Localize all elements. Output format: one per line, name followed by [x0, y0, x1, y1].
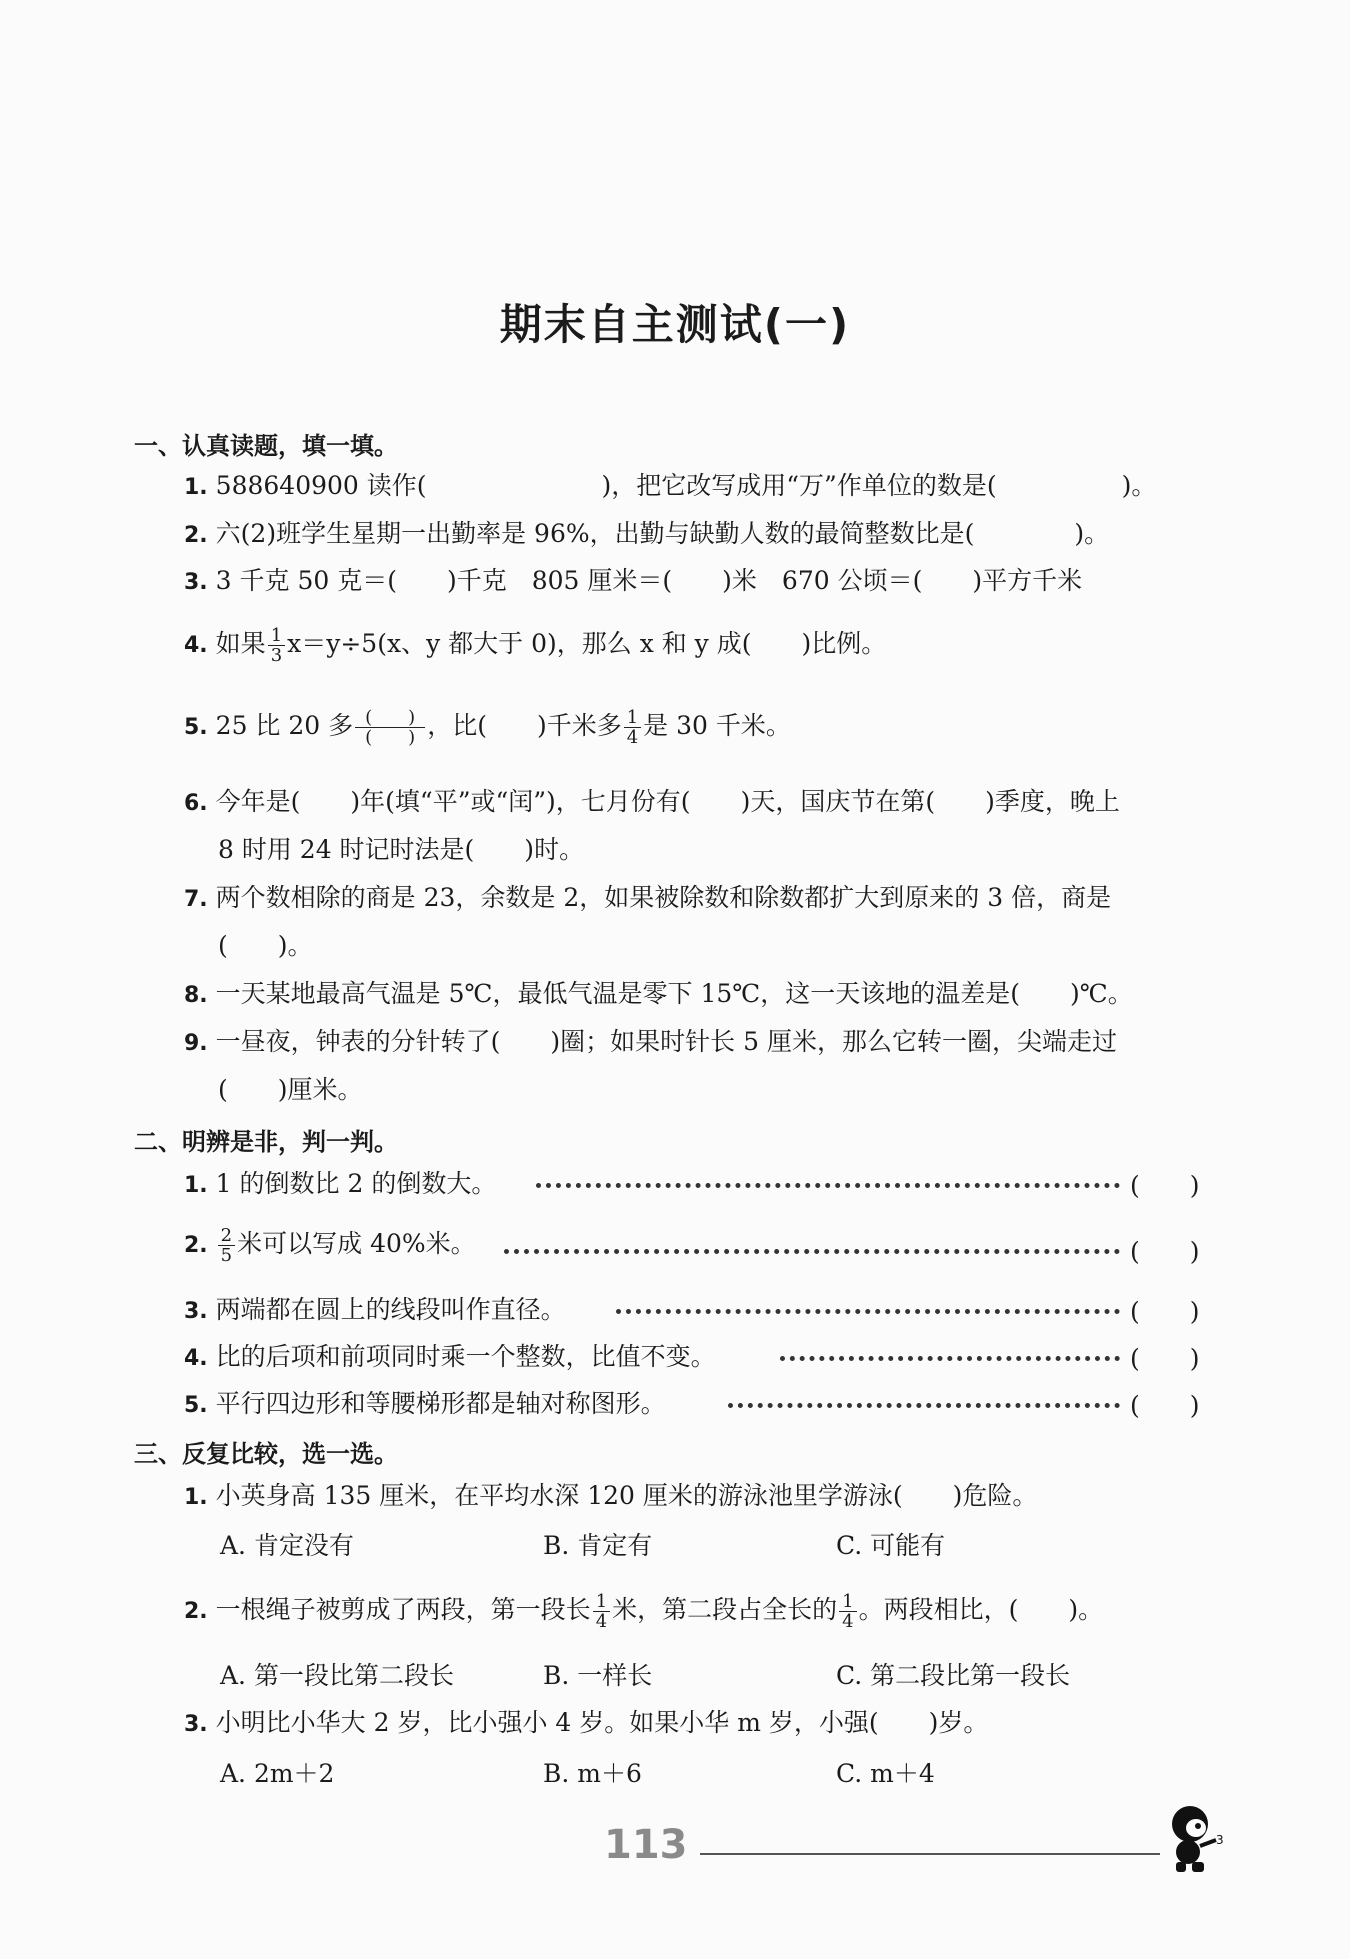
question-number: 2.: [184, 1233, 208, 1258]
answer-parentheses: ( ): [1130, 1344, 1200, 1373]
question-number: 4.: [184, 1346, 208, 1371]
question-text: 一天某地最高气温是 5℃，最低气温是零下 15℃，这一天该地的温差是( )℃。: [215, 979, 1133, 1008]
option-c: C. m＋4: [836, 1759, 935, 1788]
dotted-leader: [728, 1403, 1120, 1408]
s1-question-9-line-2: ( )厘米。: [218, 1075, 363, 1104]
s1-question-1: [184, 468, 1156, 506]
option-a: A. 肯定没有: [220, 1531, 354, 1560]
question-number: 3.: [184, 1299, 208, 1324]
question-number: 7.: [184, 887, 208, 912]
s1-question-6: [184, 784, 1120, 822]
question-text: 六(2)班学生星期一出勤率是 96%，出勤与缺勤人数的最简整数比是( )。: [215, 519, 1110, 548]
blank-fraction: [355, 708, 425, 747]
question-text: 小明比小华大 2 岁，比小强小 4 岁。如果小华 m 岁，小强( )岁。: [215, 1708, 989, 1737]
s1-question-3: [184, 563, 1082, 601]
question-text-line-1: 今年是( )年(填“平”或“闰”)，七月份有( )天，国庆节在第( )季度，晚上: [215, 787, 1120, 816]
answer-parentheses: ( ): [1130, 1391, 1200, 1420]
s1-question-6-line-2: 8 时用 24 时记时法是( )时。: [218, 835, 585, 864]
s3-question-3: [184, 1705, 988, 1743]
question-number: 1.: [184, 475, 208, 500]
question-text: 1 的倒数比 2 的倒数大。: [215, 1169, 497, 1198]
question-number: 1.: [184, 1173, 208, 1198]
fraction-numerator: 1: [624, 708, 641, 728]
option-a: A. 2m＋2: [220, 1759, 335, 1788]
question-text: 米可以写成 40%米。: [237, 1229, 476, 1258]
s1-question-2: [184, 516, 1109, 554]
question-text: 588640900 读作( )，把它改写成用“万”作单位的数是( )。: [215, 471, 1157, 500]
question-number: 9.: [184, 1031, 208, 1056]
question-text-line-1: 一昼夜，钟表的分针转了( )圈；如果时针长 5 厘米，那么它转一圈，尖端走过: [215, 1027, 1117, 1056]
fraction-denominator: 5: [220, 1245, 233, 1266]
s1-question-7-line-2: ( )。: [218, 931, 313, 960]
question-text: 比的后项和前项同时乘一个整数，比值不变。: [215, 1342, 716, 1371]
footer-rule: [700, 1853, 1160, 1855]
fraction-numerator: 2: [218, 1226, 235, 1246]
s2-question-3: [184, 1292, 566, 1330]
fraction: [839, 1592, 856, 1631]
answer-parentheses: ( ): [1130, 1237, 1200, 1266]
dotted-leader: [504, 1249, 1120, 1254]
option-b: B. 一样长: [543, 1661, 653, 1690]
section-2-heading: 二、明辨是非，判一判。: [134, 1128, 398, 1156]
answer-parentheses: ( ): [1130, 1171, 1200, 1200]
question-text-mid: 米，第二段占全长的: [612, 1595, 838, 1624]
cartoon-mascot-icon: [1160, 1800, 1230, 1884]
fraction-numerator: ( ): [355, 708, 425, 728]
question-text-post: x＝y÷5(x、y 都大于 0)，那么 x 和 y 成( )比例。: [287, 629, 887, 658]
question-text-pre: 25 比 20 多: [215, 711, 354, 740]
svg-text:3: 3: [1216, 1833, 1224, 1847]
s3-question-1: [184, 1478, 1037, 1516]
question-text-post: 。两段相比，( )。: [858, 1595, 1104, 1624]
s1-question-5: [184, 708, 791, 747]
dotted-leader: [536, 1183, 1120, 1188]
question-number: 2.: [184, 523, 208, 548]
fraction-numerator: 1: [839, 1592, 856, 1612]
question-number: 5.: [184, 1393, 208, 1418]
fraction-denominator: 3: [270, 645, 283, 666]
s1-question-4: [184, 626, 886, 665]
question-number: 2.: [184, 1599, 208, 1624]
question-text-mid: ，比( )千米多: [427, 711, 622, 740]
fraction-numerator: 1: [268, 626, 285, 646]
fraction-denominator: 4: [595, 1611, 608, 1632]
s2-question-4: [184, 1339, 716, 1377]
page-number: 113: [604, 1822, 688, 1868]
question-text: 3 千克 50 克＝( )千克 805 厘米＝( )米 670 公顷＝( )平方千米: [215, 566, 1083, 595]
section-3-heading: 三、反复比较，选一选。: [134, 1440, 398, 1468]
question-number: 3.: [184, 1712, 208, 1737]
fraction: [218, 1226, 235, 1265]
s2-question-1: [184, 1166, 496, 1204]
question-number: 3.: [184, 570, 208, 595]
s3-question-2: [184, 1592, 1103, 1631]
dotted-leader: [780, 1356, 1120, 1361]
question-number: 4.: [184, 633, 208, 658]
option-b: B. m＋6: [543, 1759, 642, 1788]
fraction: [593, 1592, 610, 1631]
option-a: A. 第一段比第二段长: [220, 1661, 454, 1690]
page-title: 期末自主测试(一): [499, 300, 851, 349]
dotted-leader: [616, 1309, 1120, 1314]
question-number: 6.: [184, 791, 208, 816]
fraction: [268, 626, 285, 665]
fraction-denominator: ( ): [365, 727, 416, 748]
fraction-denominator: 4: [842, 1611, 854, 1632]
s1-question-8: [184, 976, 1133, 1014]
question-text: 平行四边形和等腰梯形都是轴对称图形。: [215, 1389, 666, 1418]
question-text-line-1: 两个数相除的商是 23，余数是 2，如果被除数和除数都扩大到原来的 3 倍，商是: [215, 883, 1112, 912]
fraction: [624, 708, 641, 747]
s1-question-9: [184, 1024, 1117, 1062]
question-number: 8.: [184, 983, 208, 1008]
question-number: 1.: [184, 1485, 208, 1510]
question-number: 5.: [184, 715, 208, 740]
s1-question-7: [184, 880, 1111, 918]
option-b: B. 肯定有: [543, 1531, 653, 1560]
question-text-pre: 如果: [215, 629, 266, 658]
question-text-post: 是 30 千米。: [643, 711, 791, 740]
option-c: C. 第二段比第一段长: [836, 1661, 1071, 1690]
question-text: 小英身高 135 厘米，在平均水深 120 厘米的游泳池里学游泳( )危险。: [215, 1481, 1038, 1510]
question-text-pre: 一根绳子被剪成了两段，第一段长: [215, 1595, 591, 1624]
question-text: 两端都在圆上的线段叫作直径。: [215, 1295, 566, 1324]
fraction-denominator: 4: [626, 727, 639, 748]
s2-question-2: [184, 1226, 476, 1265]
answer-parentheses: ( ): [1130, 1297, 1200, 1326]
s2-question-5: [184, 1386, 666, 1424]
section-1-heading: 一、认真读题，填一填。: [134, 432, 398, 460]
fraction-numerator: 1: [593, 1592, 610, 1612]
option-c: C. 可能有: [836, 1531, 946, 1560]
